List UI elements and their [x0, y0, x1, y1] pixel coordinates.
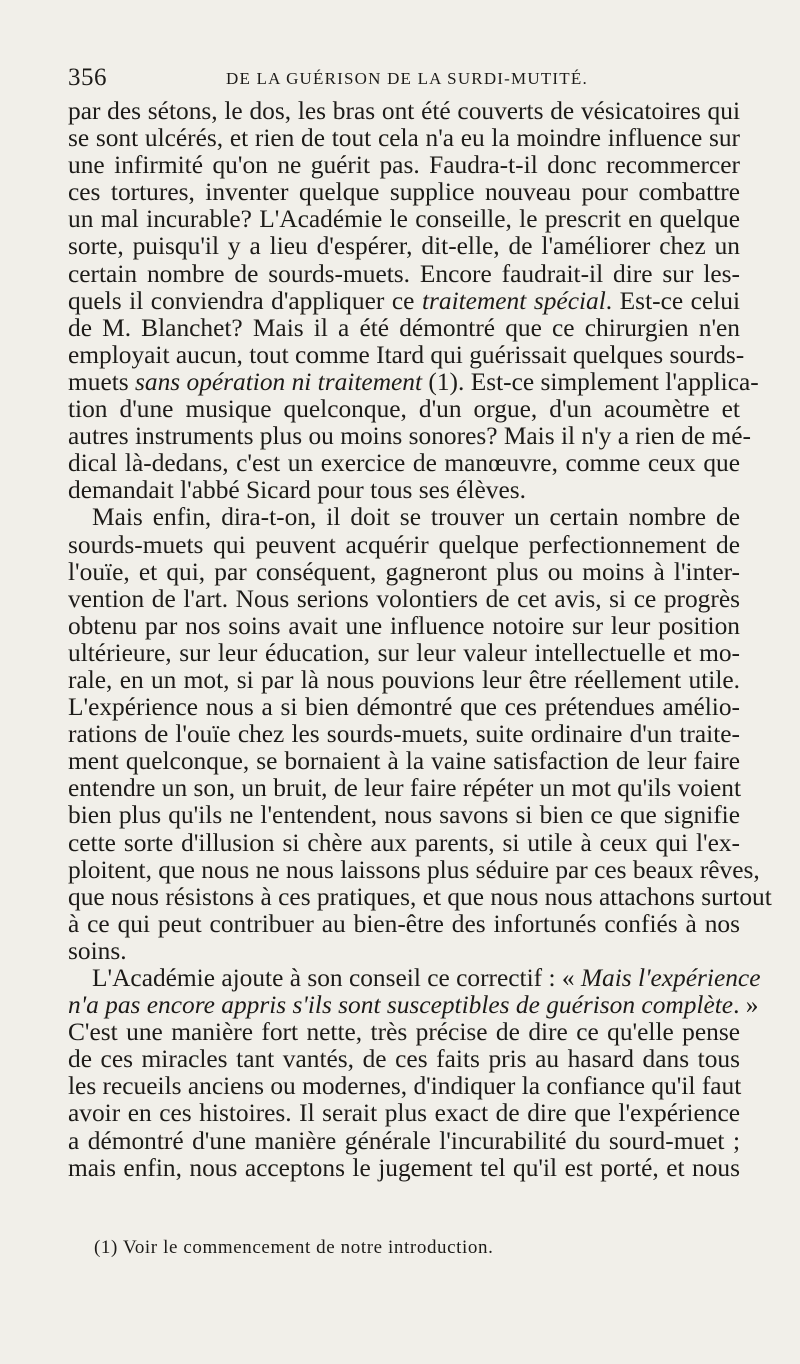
text-line: entendre un son, un bruit, de leur faire répéter un mot qu'ils voient: [68, 774, 742, 803]
body-text: [68, 97, 772, 1182]
text-line: à ce qui peut contribuer au bien-être des infortunés confiés à nos: [68, 909, 740, 938]
text-line: par des sétons, le dos, les bras ont été couverts de vésicatoires qui: [68, 97, 740, 125]
text-segment: . Est-ce celui: [605, 286, 741, 315]
italic-phrase: sans opération ni traitement: [135, 367, 423, 396]
text-line: ploitent, que nous ne nous laissons plus séduire par ces beaux rêves,: [68, 855, 760, 884]
text-line: tion d'une musique quelconque, d'un orgue, d'un acoumètre et: [68, 395, 740, 424]
italic-phrase: n'a pas encore appris s'ils sont susceptibles de guérison complète: [68, 991, 734, 1020]
text-line: de M. Blanchet? Mais il a été démontré que ce chirurgien n'en: [68, 313, 740, 342]
italic-phrase: Mais l'expérience: [580, 964, 761, 992]
text-line: vention de l'art. Nous serions volontiers de cet avis, si ce progrès: [68, 584, 740, 613]
text-segment: (1). Est-ce simplement l'applica-: [422, 367, 759, 396]
text-line: une infirmité qu'on ne guérit pas. Faudra-t-il donc recommercer: [68, 151, 740, 180]
text-line: avoir en ces histoires. Il serait plus exact de dire que l'expérience: [68, 1099, 740, 1128]
text-line: ment quelconque, se bornaient à la vaine satisfaction de leur faire: [68, 747, 740, 776]
text-line: [68, 964, 761, 992]
text-line: autres instruments plus ou moins sonores? Mais il n'y a rien de mé-: [68, 422, 751, 451]
footnote: (1) Voir le commencement de notre introduction.: [94, 1237, 494, 1258]
text-line: Mais enfin, dira-t-on, il doit se trouver un certain nombre de: [92, 503, 740, 532]
text-line: obtenu par nos soins avait une influence notoire sur leur position: [68, 611, 740, 640]
text-line: [68, 367, 759, 396]
text-line: sourds-muets qui peuvent acquérir quelque perfectionnement de: [68, 530, 740, 559]
text-line: certain nombre de sourds-muets. Encore faudrait-il dire sur les-: [68, 259, 740, 288]
italic-phrase: traitement spécial: [421, 286, 606, 315]
text-line: ultérieure, sur leur éducation, sur leur valeur intellectuelle et mo-: [68, 638, 740, 667]
running-title: DE LA GUÉRISON DE LA SURDI-MUTITÉ.: [226, 69, 588, 88]
text-line: les recueils anciens ou modernes, d'indiquer la confiance qu'il faut: [68, 1072, 742, 1101]
text-segment: quels il conviendra d'appliquer ce: [68, 286, 422, 315]
text-line: bien plus qu'ils ne l'entendent, nous savons si bien ce que signifie: [68, 801, 740, 830]
text-line: se sont ulcérés, et rien de tout cela n'a eu la moindre influence sur: [68, 124, 740, 153]
text-line: L'expérience nous a si bien démontré que ces prétendues amélio-: [68, 693, 740, 722]
text-line: que nous résistons à ces pratiques, et que nous nous attachons surtout: [68, 882, 772, 911]
text-line: soins.: [68, 936, 127, 965]
text-line: a démontré d'une manière générale l'incurabilité du sourd-muet ;: [68, 1126, 740, 1155]
text-line: de ces miracles tant vantés, de ces faits pris au hasard dans tous: [68, 1045, 740, 1074]
text-line: ces tortures, inventer quelque supplice nouveau pour combattre: [68, 178, 740, 207]
text-line: [68, 991, 759, 1020]
text-line: mais enfin, nous acceptons le jugement tel qu'il est porté, et nous: [68, 1153, 740, 1182]
text-line: [68, 288, 740, 315]
text-segment: . »: [733, 991, 759, 1020]
text-line: employait aucun, tout comme Itard qui guérissait quelques sourds-: [68, 340, 745, 369]
page-header: [68, 64, 740, 100]
page-number: 356: [68, 64, 107, 91]
text-segment: muets: [68, 367, 135, 396]
text-line: rale, en un mot, si par là nous pouvions leur être réellement utile.: [68, 665, 740, 694]
text-line: l'ouïe, et qui, par conséquent, gagneront plus ou moins à l'inter-: [68, 557, 740, 586]
text-line: un mal incurable? L'Académie le conseille, le prescrit en quelque: [68, 205, 740, 234]
text-segment: L'Académie ajoute à son conseil ce correctif : «: [92, 964, 581, 992]
text-line: rations de l'ouïe chez les sourds-muets, suite ordinaire d'un traite-: [68, 720, 740, 749]
text-line: dical là-dedans, c'est un exercice de manœuvre, comme ceux que: [68, 449, 740, 478]
text-line: sorte, puisqu'il y a lieu d'espérer, dit-elle, de l'améliorer chez un: [68, 232, 740, 261]
text-line: cette sorte d'illusion si chère aux parents, si utile à ceux qui l'ex-: [68, 828, 740, 857]
text-line: C'est une manière fort nette, très précise de dire ce qu'elle pense: [68, 1018, 740, 1047]
text-line: demandait l'abbé Sicard pour tous ses élèves.: [68, 476, 526, 505]
